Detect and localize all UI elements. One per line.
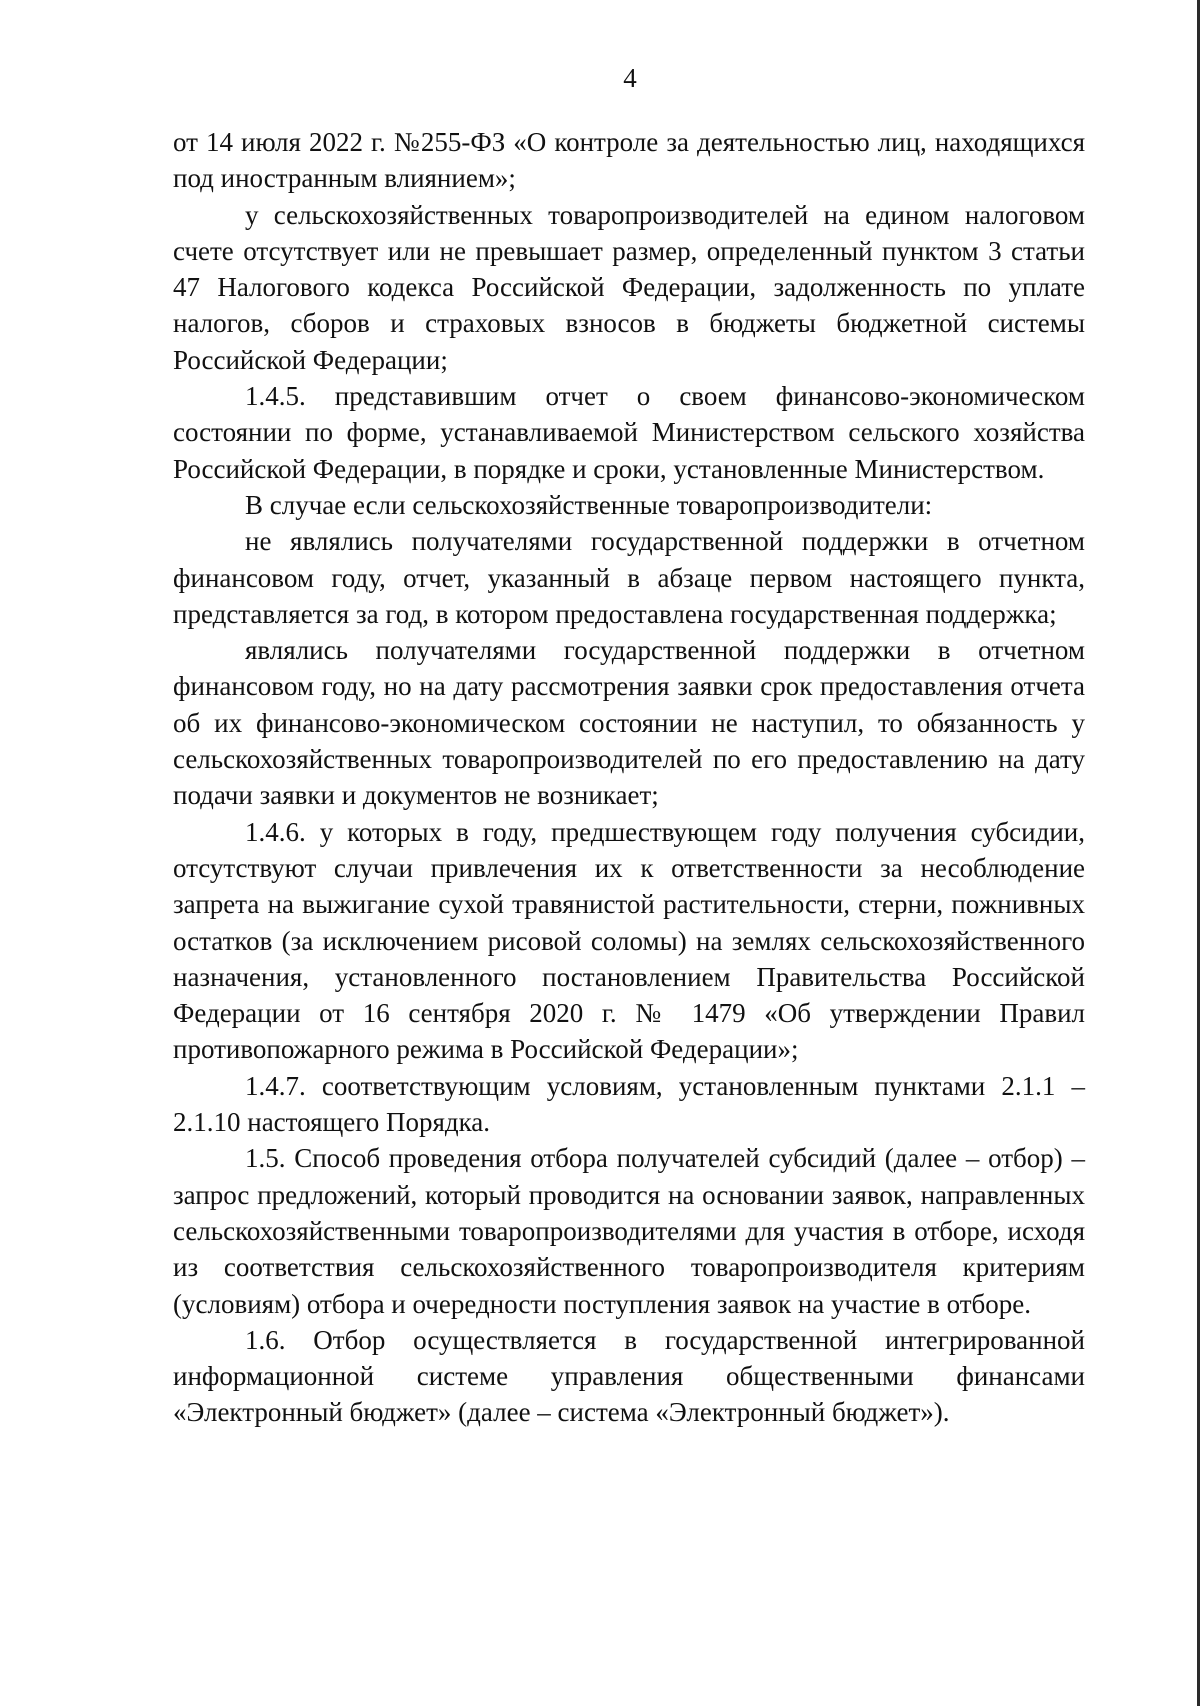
paragraph: у сельскохозяйственных товаропроизводителей на едином налоговом счете отсутствует или не превышает размер, определенный пунктом 3 статьи 47 Налогового кодекса Российской Федерации, задолженность по уплате налогов, сборов и страховых взносов в бюджеты бюджетной системы Российской Федерации; <box>173 199 1085 375</box>
page-number: 4 <box>623 63 637 93</box>
paragraph-clause-1-4-6: 1.4.6. у которых в году, предшествующем году получения субсидии, отсутствуют случаи привлечения их к ответственности за несоблюдение запрета на выжигание сухой травянистой растительности, стерни, пожнивных остатков (за исключением рисовой соломы) на землях сельскохозяйственного назначения, установленного постановлением Правительства Российской Федерации от 16 сентября 2020 г. № 1479 «Об утверждении Правил противопожарного режима в Российской Федерации»; <box>173 816 1085 1065</box>
paragraph-clause-1-6: 1.6. Отбор осуществляется в государственной интегрированной информационной системе управления общественными финансами «Электронный бюджет» (далее – система «Электронный бюджет»). <box>173 1324 1085 1428</box>
paragraph-clause-1-4-5: 1.4.5. представившим отчет о своем финансово-экономическом состоянии по форме, устанавливаемой Министерством сельского хозяйства Российской Федерации, в порядке и сроки, установленные Министерством. <box>173 381 1085 484</box>
paragraph-clause-1-4-7: 1.4.7. соответствующим условиям, установленным пунктами 2.1.1 – 2.1.10 настоящего Порядка. <box>173 1070 1085 1138</box>
paragraph: от 14 июля 2022 г. №255-ФЗ «О контроле за деятельностью лиц, находящихся под иностранным влиянием»; <box>173 127 1085 194</box>
paragraph-clause-1-5: 1.5. Способ проведения отбора получателей субсидий (далее – отбор) – запрос предложений, который проводится на основании заявок, направленных сельскохозяйственными товаропроизводителями для участия в отборе, исходя из соответствия сельскохозяйственного товаропроизводителя критериям (условиям) отбора и очередности поступления заявок на участие в отборе. <box>173 1143 1085 1319</box>
paragraph: не являлись получателями государственной поддержки в отчетном финансовом году, отчет, указанный в абзаце первом настоящего пункта, представляется за год, в котором предоставлена государственная поддержка; <box>173 526 1085 629</box>
document-body <box>173 124 1085 1431</box>
paragraph: В случае если сельскохозяйственные товаропроизводители: <box>245 489 933 520</box>
paragraph: являлись получателями государственной поддержки в отчетном финансовом году, но на дату рассмотрения заявки срок предоставления отчета об их финансово-экономическом состоянии не наступил, то обязанность у сельскохозяйственных товаропроизводителей по его предоставлению на дату подачи заявки и документов не возникает; <box>173 635 1085 811</box>
